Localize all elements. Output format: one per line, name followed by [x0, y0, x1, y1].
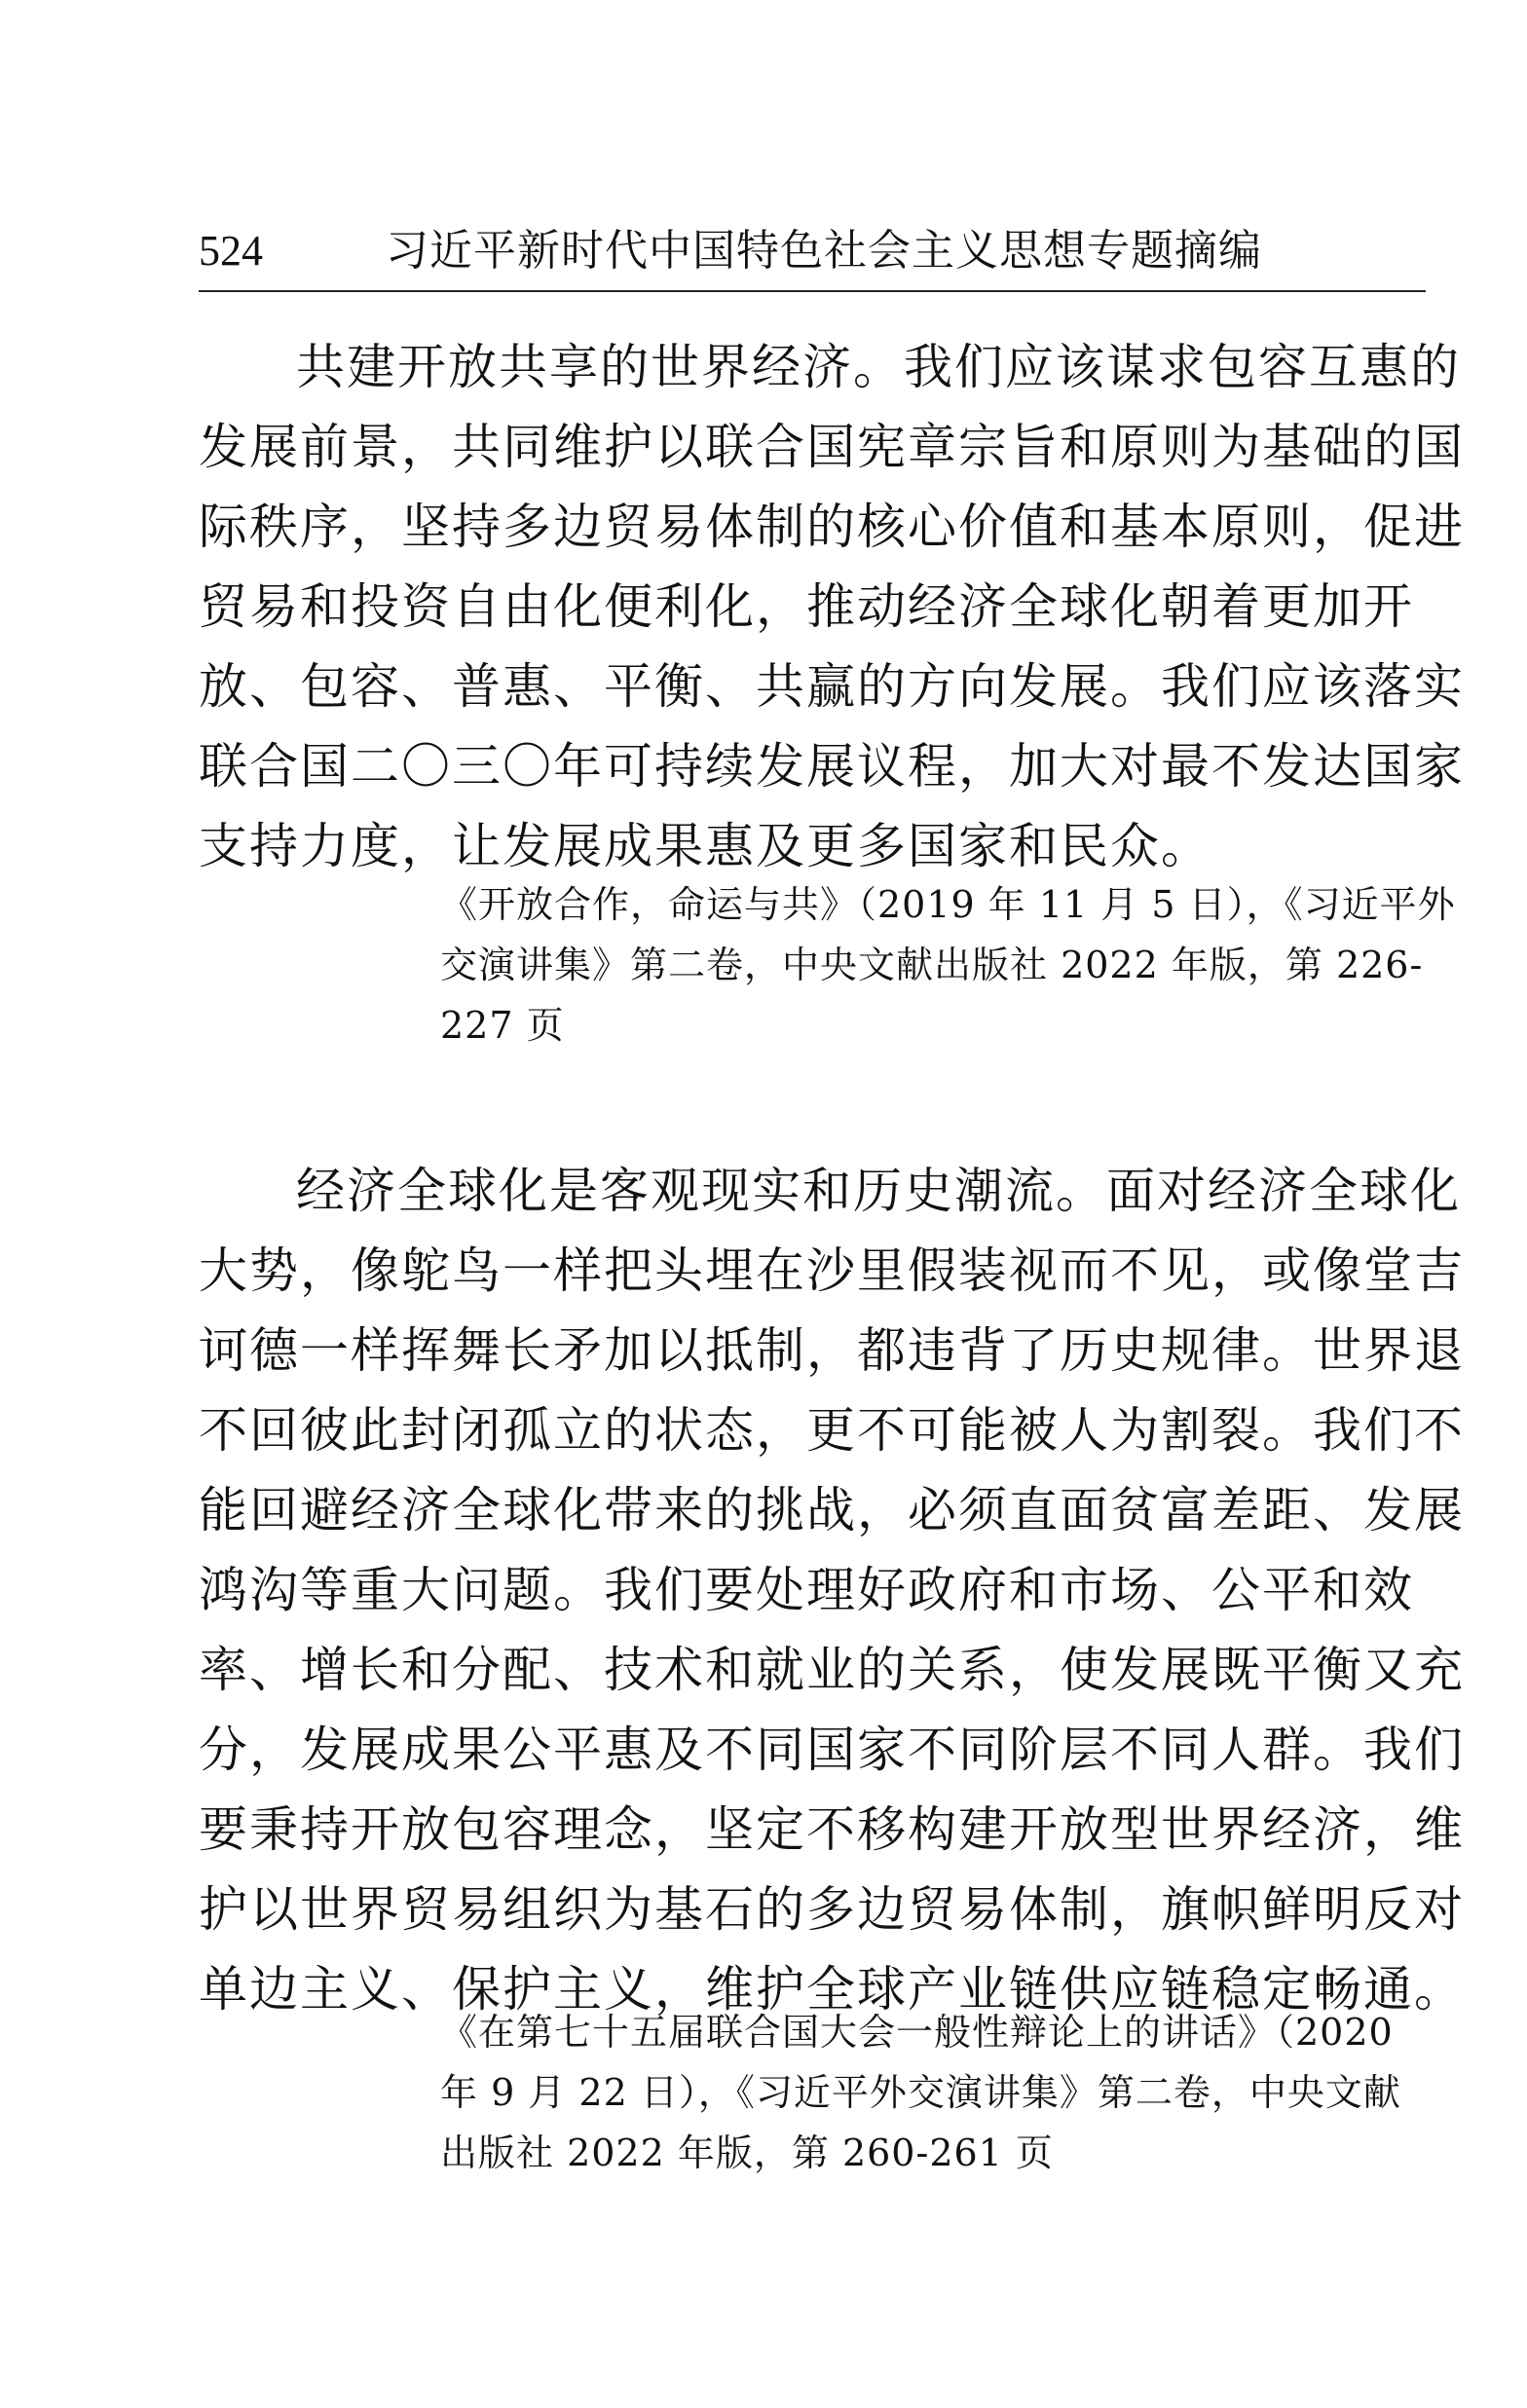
page-header [199, 212, 1426, 294]
running-title: 习近平新时代中国特色社会主义思想专题摘编 [386, 226, 1262, 276]
paragraph-line: 鸿沟等重大问题。我们要处理好政府和市场、公平和效 [199, 1562, 1414, 1618]
header-rule [199, 290, 1426, 292]
paragraph-line: 要秉持开放包容理念，坚定不移构建开放型世界经济，维 [199, 1801, 1465, 1858]
citation-line: 《在第七十五届联合国大会一般性辩论上的讲话》（2020 [440, 2011, 1394, 2054]
paragraph-2 [199, 1151, 1465, 2029]
paragraph-line: 经济全球化是客观现实和历史潮流。面对经济全球化 [296, 1163, 1461, 1219]
citation-line: 年 9 月 22 日），《习近平外交演讲集》第二卷，中央文献 [440, 2071, 1401, 2114]
paragraph-line: 共建开放共享的世界经济。我们应该谋求包容互惠的 [296, 339, 1461, 395]
page-number: 524 [199, 227, 263, 275]
paragraph-line: 大势，像鸵鸟一样把头埋在沙里假装视而不见，或像堂吉 [199, 1242, 1465, 1299]
paragraph-line: 分，发展成果公平惠及不同国家不同阶层不同人群。我们 [199, 1722, 1465, 1778]
citation-line: 出版社 2022 年版，第 260-261 页 [440, 2131, 1054, 2174]
citation-1 [440, 874, 1456, 1056]
paragraph-line: 不回彼此封闭孤立的状态，更不可能被人为割裂。我们不 [199, 1402, 1465, 1459]
citation-line: 交演讲集》第二卷，中央文献出版社 2022 年版，第 226- [440, 944, 1424, 986]
citation-2 [440, 2002, 1434, 2183]
paragraph-1 [199, 327, 1465, 886]
paragraph-line: 支持力度，让发展成果惠及更多国家和民众。 [199, 818, 1211, 874]
paragraph-line: 能回避经济全球化带来的挑战，必须直面贫富差距、发展 [199, 1482, 1465, 1538]
paragraph-line: 单边主义、保护主义，维护全球产业链供应链稳定畅通。 [199, 1961, 1465, 2018]
citation-line: 227 页 [440, 1004, 565, 1047]
paragraph-line: 发展前景，共同维护以联合国宪章宗旨和原则为基础的国 [199, 419, 1465, 475]
paragraph-line: 放、包容、普惠、平衡、共赢的方向发展。我们应该落实 [199, 658, 1465, 715]
citation-line: 《开放合作，命运与共》（2019 年 11 月 5 日），《习近平外 [440, 883, 1456, 926]
paragraph-line: 贸易和投资自由化便利化，推动经济全球化朝着更加开 [199, 578, 1414, 635]
paragraph-line: 护以世界贸易组织为基石的多边贸易体制，旗帜鲜明反对 [199, 1881, 1465, 1938]
paragraph-line: 诃德一样挥舞长矛加以抵制，都违背了历史规律。世界退 [199, 1322, 1465, 1379]
paragraph-line: 际秩序，坚持多边贸易体制的核心价值和基本原则，促进 [199, 499, 1465, 555]
paragraph-line: 联合国二〇三〇年可持续发展议程，加大对最不发达国家 [199, 738, 1465, 795]
paragraph-line: 率、增长和分配、技术和就业的关系，使发展既平衡又充 [199, 1642, 1465, 1698]
